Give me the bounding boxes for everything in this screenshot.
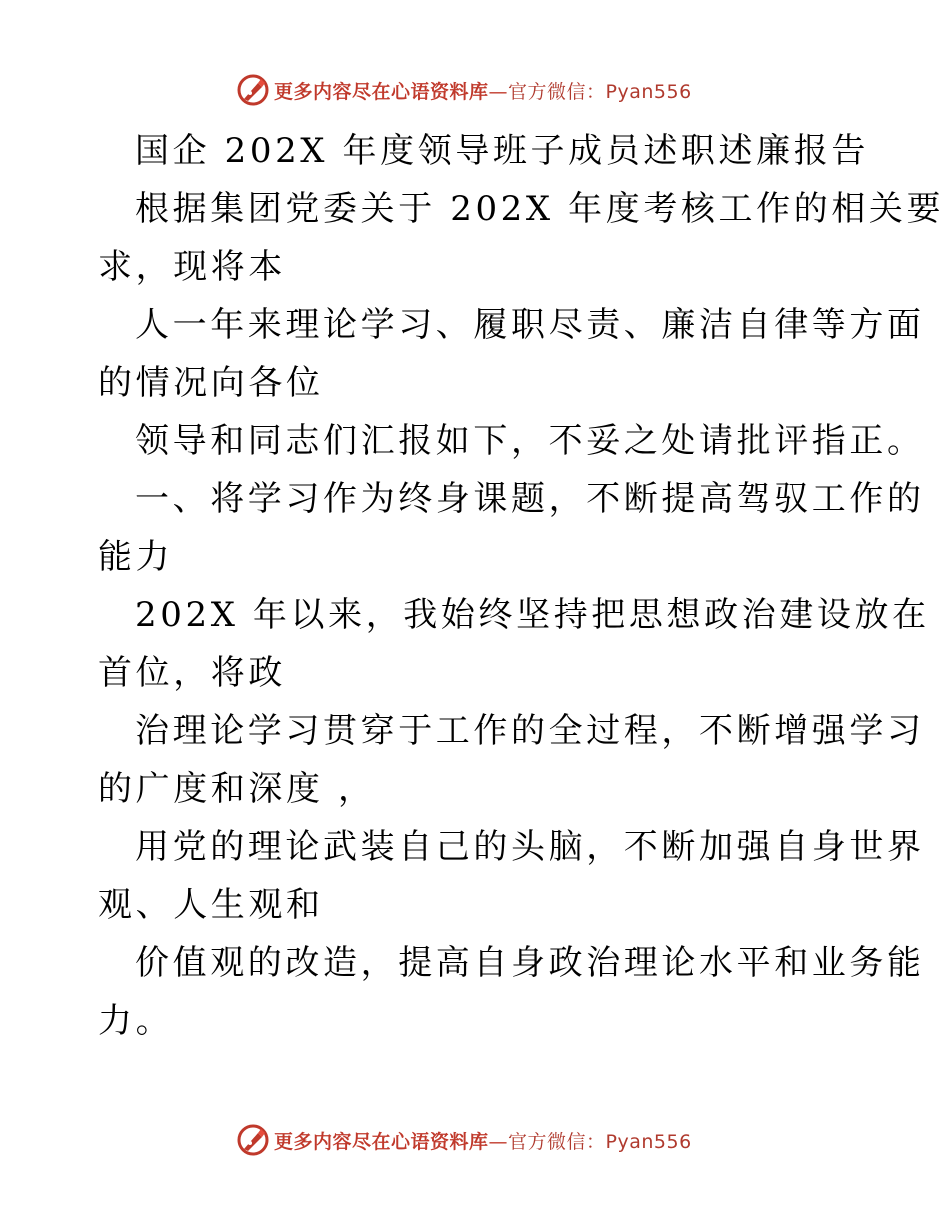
text-line: 用党的理论武装自己的头脑，不断加强自身世界 [135,827,925,867]
text-line: 求，现将本 [98,247,286,287]
text-line: 力。 [98,1001,174,1041]
pen-logo-icon [236,73,270,107]
document-body [98,122,945,1050]
text-line: 的情况向各位 [98,363,324,403]
text-line: 治理论学习贯穿于工作的全过程，不断增强学习 [135,711,925,751]
header-banner-text [274,77,692,104]
text-line: 根据集团党委关于 202X 年度考核工作的相关要 [135,189,945,229]
text-line: 首位，将政 [98,653,286,693]
document-title: 国企 202X 年度领导班子成员述职述廉报告 [135,131,869,171]
footer-wechat-text: 官方微信：Pyan556 [508,1130,692,1153]
text-line: 领导和同志们汇报如下，不妥之处请批评指正。 [135,421,925,461]
text-line: 价值观的改造，提高自身政治理论水平和业务能 [135,943,925,983]
header-wechat-text: 官方微信：Pyan556 [508,80,692,103]
footer-separator: — [488,1130,509,1153]
footer-site-text: 更多内容尽在心语资料库 [274,1130,489,1153]
text-line: 观、人生观和 [98,885,324,925]
footer-banner [236,1122,692,1158]
text-line: 的广度和深度 ， [98,769,376,809]
header-site-text: 更多内容尽在心语资料库 [274,80,489,103]
section-heading-cont: 能力 [98,537,174,577]
pen-logo-icon [236,1123,270,1157]
header-banner [236,72,692,108]
text-line: 202X 年以来，我始终坚持把思想政治建设放在 [135,595,930,635]
section-heading: 一、将学习作为终身课题，不断提高驾驭工作的 [135,479,925,519]
header-separator: — [488,80,509,103]
footer-banner-text [274,1127,692,1154]
text-line: 人一年来理论学习、履职尽责、廉洁自律等方面 [135,305,925,345]
